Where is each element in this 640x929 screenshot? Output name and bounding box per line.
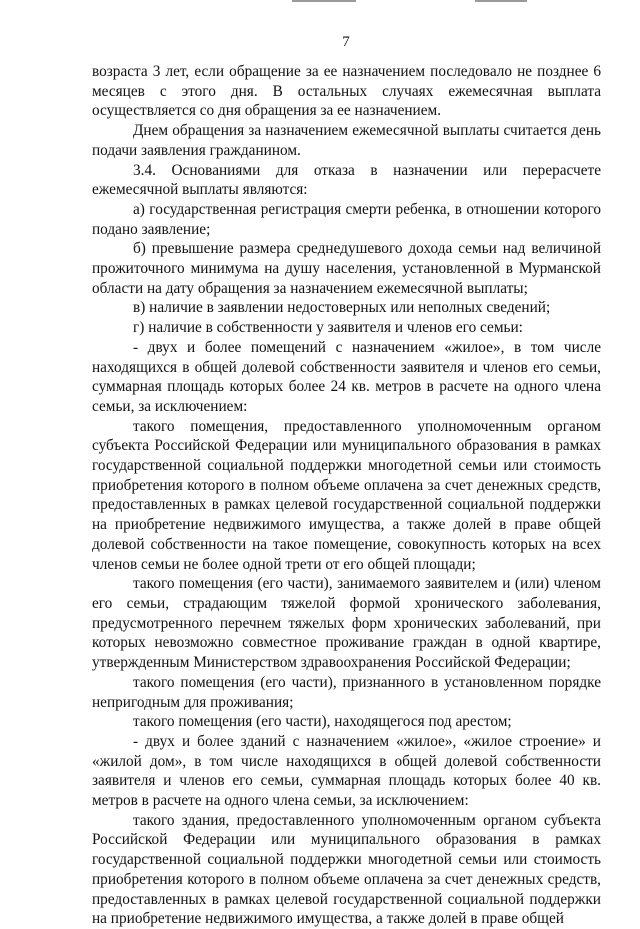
paragraph: - двух и более зданий с назначением «жилое», «жилое строение» и «жилой дом», в том числе находящихся в общей долевой собственности заявителя и членов его семьи, суммарная площадь которых более 40 кв. метров в расчете на одного члена семьи, за исключением:: [92, 732, 601, 810]
paragraph: - двух и более помещений с назначением «жилое», в том числе находящихся в общей долевой собственности заявителя и членов его семьи, суммарная площадь которых более 24 кв. метров в расчете на одного члена семьи, за исключением:: [92, 338, 601, 415]
paragraph: возраста 3 лет, если обращение за ее назначением последовало не позднее 6 месяцев с этого дня. В остальных случаях ежемесячная выплата осуществляется со дня обращения за ее назначением.: [92, 63, 601, 120]
paragraph: в) наличие в заявлении недостоверных или неполных сведений;: [133, 299, 551, 317]
scan-header-fragment: [475, 0, 527, 2]
paragraph: такого помещения (его части), признанного в установленном порядке непригодным для проживания;: [92, 673, 601, 711]
paragraph: 3.4. Основаниями для отказа в назначении или перерасчете ежемесячной выплаты являются:: [92, 161, 601, 199]
paragraph: такого помещения (его части), находящегося под арестом;: [133, 713, 512, 731]
paragraph: г) наличие в собственности у заявителя и членов его семьи:: [133, 319, 523, 337]
scan-header-fragment: [292, 0, 356, 2]
paragraph: такого помещения (его части), занимаемого заявителем и (или) членом его семьи, страдающим тяжелой формой хронического заболевания, предусмотренного перечнем тяжелых форм хронических заболеваний, при которых невозможно совместное проживание граждан в одной квартире, утвержденным Министерством здравоохранения Российской Федерации;: [92, 575, 601, 672]
paragraph: такого здания, предоставленного уполномоченным органом субъекта Российской Федерации или муниципального образования в рамках государственной социальной поддержки многодетной семьи или стоимость приобретения которого в полном объеме оплачена за счет денежных средств, предоставленных в рамках целевой государственной социальной поддержки на приобретение недвижимого имущества, а также долей в праве общей: [92, 811, 601, 928]
paragraph: Днем обращения за назначением ежемесячной выплаты считается день подачи заявления гражданином.: [92, 122, 601, 159]
paragraph: б) превышение размера среднедушевого дохода семьи над величиной прожиточного минимума на душу населения, установленной в Мурманской области на дату обращения за назначением ежемесячной выплаты;: [92, 240, 601, 297]
document-body: [92, 62, 601, 929]
page-number: 7: [342, 34, 350, 50]
paragraph: такого помещения, предоставленного уполномоченным органом субъекта Российской Федерации или муниципального образования в рамках государственной социальной поддержки многодетной семьи или стоимость приобретения которого в полном объеме оплачена за счет денежных средств, предоставленных в рамках целевой государственной социальной поддержки на приобретение недвижимого имущества, а также долей в праве общей долевой собственности на такое помещение, совокупность которых на всех членов семьи не более одной трети от его общей площади;: [92, 417, 601, 573]
paragraph: а) государственная регистрация смерти ребенка, в отношении которого подано заявление;: [92, 200, 601, 238]
